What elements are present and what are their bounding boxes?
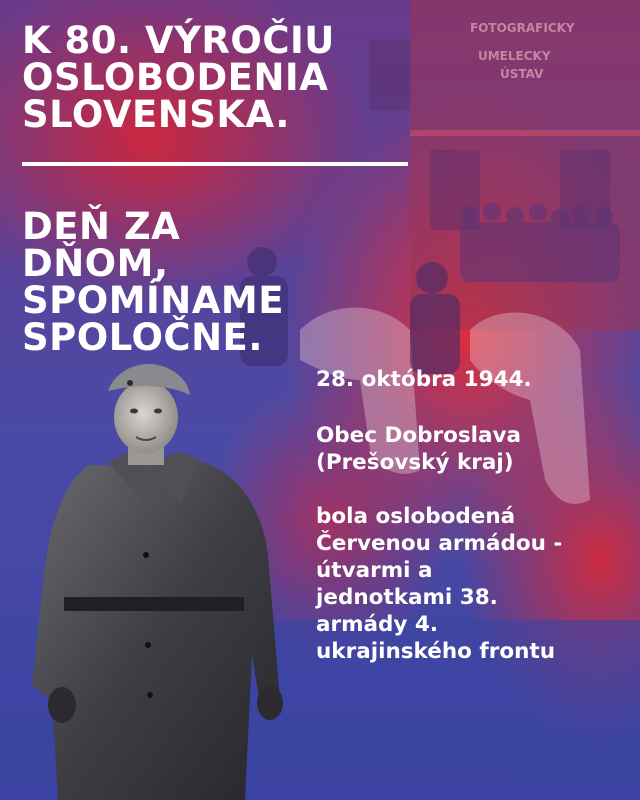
sign-line-3: ÚSTAV bbox=[500, 67, 544, 81]
building-window bbox=[370, 40, 410, 110]
headline-line: DEŇ ZA bbox=[22, 205, 181, 248]
soldier-belt bbox=[64, 597, 244, 611]
liberation-details bbox=[316, 503, 636, 665]
headline-remembrance bbox=[22, 205, 285, 359]
place-line: Obec Dobroslava bbox=[316, 423, 522, 448]
soldier-coat bbox=[32, 455, 280, 800]
building-cornice bbox=[410, 130, 640, 136]
headline-line: DŇOM, bbox=[22, 242, 169, 285]
headline-line: SLOVENSKA. bbox=[22, 93, 290, 136]
liberated-place bbox=[316, 422, 636, 476]
sign-line-2: UMELECKY bbox=[478, 49, 551, 63]
detail-line: jednotkami 38. bbox=[316, 585, 498, 610]
event-description bbox=[316, 366, 636, 665]
headline-anniversary bbox=[22, 19, 335, 136]
headline-line: K 80. VÝROČIU bbox=[22, 19, 335, 62]
headline-line: OSLOBODENIA bbox=[22, 56, 329, 99]
detail-line: ukrajinského frontu bbox=[316, 639, 556, 664]
sign-line-1: FOTOGRAFICKY bbox=[470, 21, 575, 35]
place-line: (Prešovský kraj) bbox=[316, 450, 514, 475]
headline-line: SPOMÍNAME bbox=[22, 279, 285, 322]
detail-line: armády 4. bbox=[316, 612, 439, 637]
liberation-date: 28. októbra 1944. bbox=[316, 367, 532, 392]
soldier-face bbox=[114, 381, 178, 453]
detail-line: útvarmi a bbox=[316, 558, 433, 583]
soldier-portrait bbox=[30, 355, 290, 800]
headline-divider bbox=[22, 162, 408, 166]
headline-line: SPOLOČNE. bbox=[22, 316, 263, 359]
crowd-silhouettes bbox=[460, 203, 620, 282]
detail-line: Červenou armádou - bbox=[316, 531, 563, 556]
detail-line: bola oslobodená bbox=[316, 504, 516, 529]
